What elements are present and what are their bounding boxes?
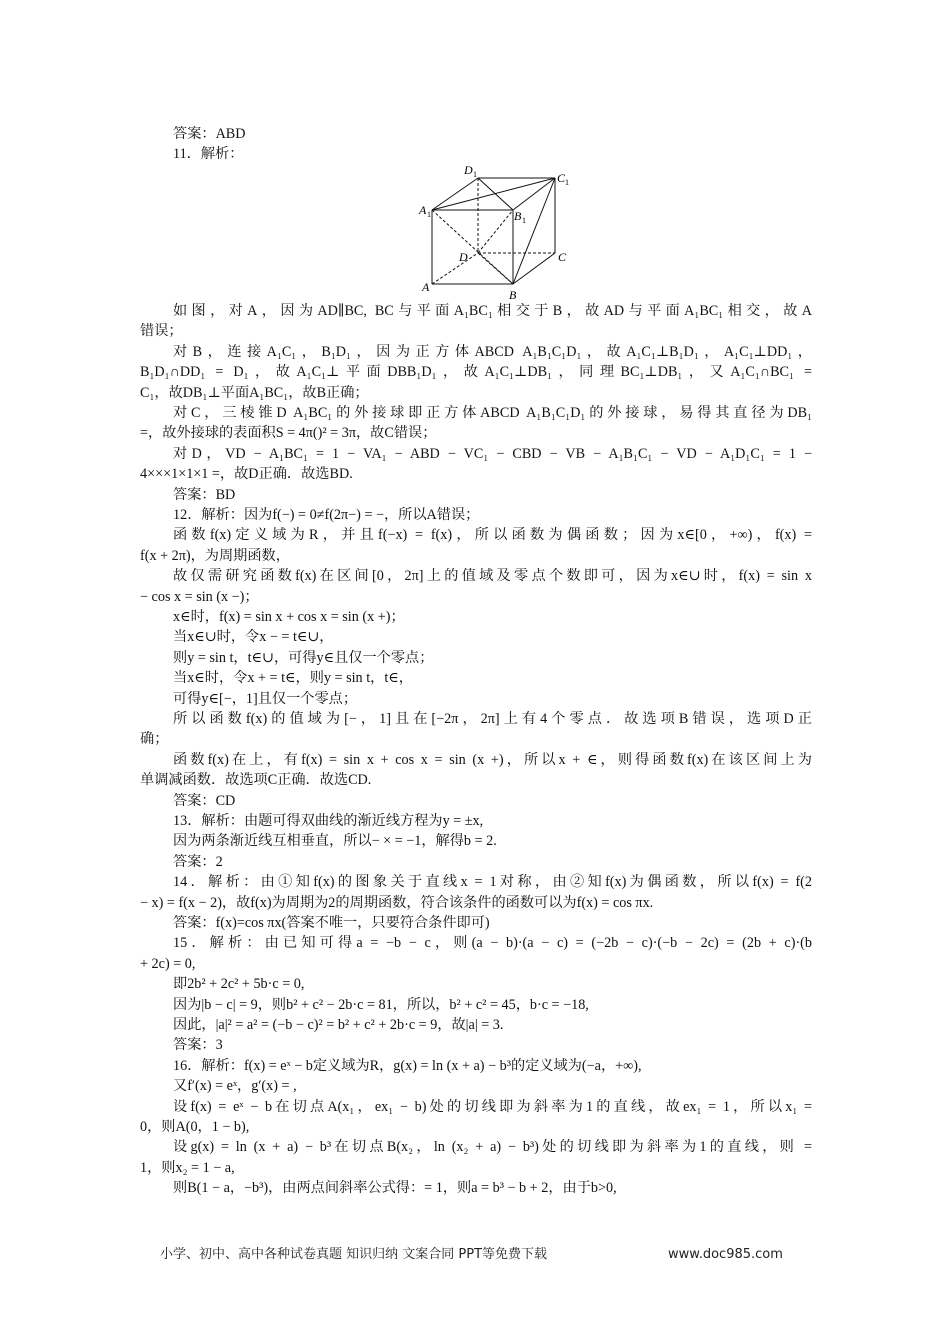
text-line: + 2c) = 0, [140,955,196,972]
text-line: 因为两条渐近线互相垂直，所以− × = −1，解得b = 2. [173,833,497,850]
text-line: 对B，连接A₁C₁，B₁D₁，因为正方体ABCD A₁B₁C₁D₁，故A₁C₁⊥B₁D₁，A₁C₁⊥DD₁， [173,343,812,360]
text-line: 故仅需研究函数f(x)在区间[0，2π]上的值域及零点个数即可，因为x∈∪时，f(x) = sin x [173,568,812,585]
cube-diagram [410,158,576,302]
text-line: C₁，故DB₁⊥平面A₁BC₁，故B正确； [140,384,369,401]
text-line: 因此，|a|² = a² = (−b − c)² = b² + c² + 2b·c = 9，故|a| = 3. [173,1017,504,1033]
text-line: 函数f(x)在上，有f(x) = sin x + cos x = sin (x +)，所以x + ∈，则得函数f(x)在该区间上为 [173,751,812,768]
label-b1-sub: 1 [522,216,526,225]
label-b: B [509,288,517,302]
text-line: 如图，对A，因为AD∥BC, BC与平面A₁BC₁相交于B，故AD与平面A₁BC₁相交，故A [173,303,812,319]
page-footer [160,1245,800,1265]
label-a: A [422,280,430,294]
text-line: 15．解析：由已知可得a = −b − c，则(a − b)·(a − c) = (−2b − c)·(−b − 2c) = (2b + c)·(b [173,935,812,952]
question-heading: 11．解析： [173,146,244,163]
text-line: 可得y∈[−，1]且仅一个零点； [173,690,358,707]
text-line: − cos x = sin (x −)； [140,588,259,605]
text-line: x∈时，f(x) = sin x + cos x = sin (x +)； [173,609,405,625]
text-line: 0，则A(0，1 − b), [140,1119,250,1135]
text-line: 则y = sin t，t∈∪，可得y∈且仅一个零点； [173,649,434,666]
text-line: 16．解析：f(x) = eˣ − b定义域为R，g(x) = ln (x + a) − b³的定义域为(−a，+∞), [173,1057,642,1074]
text-line: 又f′(x) = eˣ，g′(x) = , [173,1078,297,1095]
cube-figure [410,158,576,302]
text-line: 单调减函数．故选项C正确．故选CD. [140,772,372,789]
text-line: 因为|b − c| = 9，则b² + c² − 2b·c = 81，所以，b² + c² = 45，b·c = −18, [173,996,589,1013]
answer-line: 答案：2 [173,853,223,870]
label-d1: D [464,163,473,177]
text-line: 1，则x₂ = 1 − a, [140,1159,235,1176]
label-a1: A [419,203,427,217]
text-line: 所以函数f(x)的值域为[−，1]且在[−2π，2π]上有4个零点．故选项B错误，选项D正 [173,711,812,727]
text-line: 14．解析：由①知f(x)的图象关于直线x = 1对称，由②知f(x)为偶函数，所以f(x) = f(2 [173,874,812,891]
answer-line: 答案：BD [173,486,236,503]
label-c: C [558,250,567,264]
text-line: =，故外接球的表面积S = 4π()² = 3π，故C错误； [140,425,437,442]
text-line: 即2b² + 2c² + 5b·c = 0, [173,976,305,993]
text-line: 设f(x) = eˣ − b在切点A(x₁，ex₁ − b)处的切线即为斜率为1的直线，故ex₁ = 1，所以x₁ = [173,1098,812,1115]
text-line: 设g(x) = ln (x + a) − b³在切点B(x₂，ln (x₂ + a) − b³)处的切线即为斜率为1的直线，则 = [173,1139,812,1156]
text-line: 12．解析：因为f(−) = 0≠f(2π−) = −，所以A错误； [173,507,480,523]
footer-site-link[interactable]: www.doc985.com [668,1247,783,1262]
text-line: 13．解析：由题可得双曲线的渐近线方程为y = ±x, [173,813,484,829]
label-c1: C [557,171,566,185]
text-line: 则B(1 − a，−b³)，由两点间斜率公式得：= 1，则a = b³ − b + 2，由于b>0, [173,1180,617,1197]
footer-text: 小学、初中、高中各种试卷真题 知识归纳 文案合同 PPT等免费下载 [160,1247,548,1262]
text-line: 当x∈∪时，令x − = t∈∪， [173,629,334,646]
label-a1-sub: 1 [427,210,431,219]
text-line: 对C，三棱锥D A₁BC₁的外接球即正方体ABCD A₁B₁C₁D₁的外接球，易得其直径为DB₁ [173,405,812,421]
text-line: − x) = f(x − 2)，故f(x)为周期为2的周期函数，符合该条件的函数可以为f(x) = cos πx. [140,894,654,911]
text-line: f(x + 2π)，为周期函数， [140,547,290,564]
answer-line: 答案：ABD [173,126,246,142]
answer-line: 答案：3 [173,1037,223,1054]
answer-line: 答案：f(x)=cos πx(答案不唯一，只要符合条件即可) [173,915,490,931]
text-line: 当x∈时，令x + = t∈，则y = sin t，t∈， [173,670,413,687]
label-d: D [459,250,468,264]
text-line: 对D，VD − A₁BC₁ = 1 − VA₁ − ABD − VC₁ − CBD − VB − A₁B₁C₁ − VD − A₁D₁C₁ = 1 − [173,445,812,462]
text-line: 函数f(x)定义域为R，并且f(−x) = f(x)，所以函数为偶函数；因为x∈[0，+∞)，f(x) = [173,527,812,544]
label-c1-sub: 1 [565,178,569,187]
label-d1-sub: 1 [473,170,477,179]
text-line: B₁D₁∩DD₁ = D₁，故A₁C₁⊥平面DBB₁D₁，故A₁C₁⊥DB₁，同理BC₁⊥DB₁，又A₁C₁∩BC₁ = [140,364,812,381]
label-b1: B [514,209,522,223]
text-line: 4×××1×1×1 =，故D正确．故选BD. [140,466,353,483]
text-line: 错误； [140,323,183,340]
answer-line: 答案：CD [173,792,236,809]
text-line: 确； [140,731,169,748]
